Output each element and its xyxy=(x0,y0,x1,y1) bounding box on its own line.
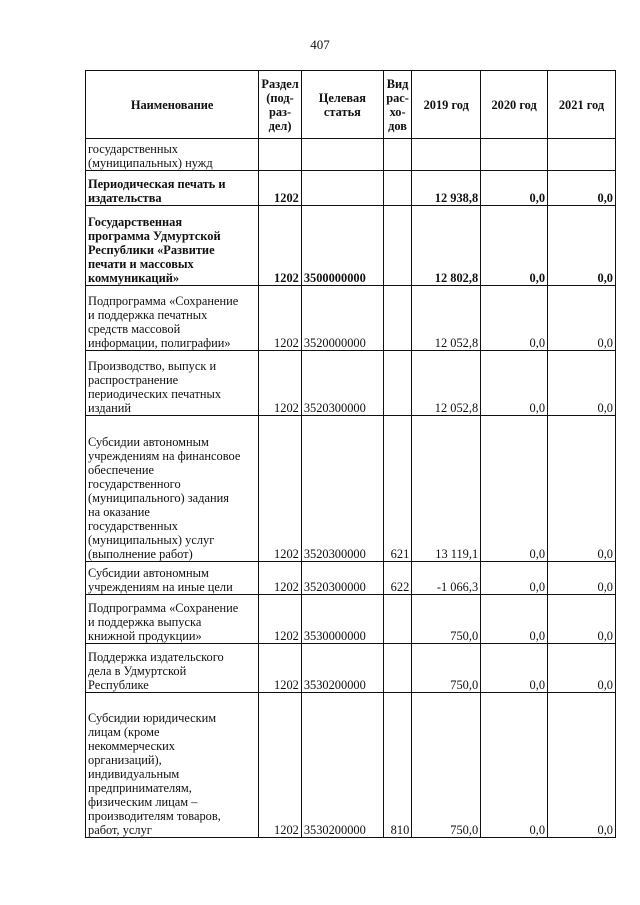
row-2019: -1 066,3 xyxy=(412,562,481,595)
row-2019: 12 938,8 xyxy=(412,171,481,206)
row-2019: 12 052,8 xyxy=(412,351,481,416)
row-statya: 3530200000 xyxy=(301,644,383,693)
row-statya: 3520300000 xyxy=(301,351,383,416)
row-razdel xyxy=(259,139,302,171)
table-row xyxy=(86,416,616,562)
header-razdel: Раздел (под- раз- дел) xyxy=(259,71,302,139)
table-row xyxy=(86,171,616,206)
row-2019: 750,0 xyxy=(412,693,481,838)
table-row xyxy=(86,286,616,351)
row-statya: 3530000000 xyxy=(301,595,383,644)
row-2021 xyxy=(548,139,616,171)
row-2020: 0,0 xyxy=(481,416,548,562)
row-2021: 0,0 xyxy=(548,693,616,838)
row-2020: 0,0 xyxy=(481,693,548,838)
table-row xyxy=(86,139,616,171)
row-vid xyxy=(383,139,411,171)
row-2021: 0,0 xyxy=(548,206,616,286)
row-statya: 3500000000 xyxy=(301,206,383,286)
row-2021: 0,0 xyxy=(548,351,616,416)
row-2021: 0,0 xyxy=(548,562,616,595)
header-2021: 2021 год xyxy=(548,71,616,139)
row-razdel: 1202 xyxy=(259,644,302,693)
table-row xyxy=(86,562,616,595)
row-name: государственных (муниципальных) нужд xyxy=(86,139,259,171)
table-row xyxy=(86,206,616,286)
header-name: Наименование xyxy=(86,71,259,139)
row-vid xyxy=(383,595,411,644)
row-vid: 810 xyxy=(383,693,411,838)
row-statya: 3520000000 xyxy=(301,286,383,351)
row-2019: 12 052,8 xyxy=(412,286,481,351)
row-name: Субсидии автономным учреждениям на финансовое обеспечение государственного (муниципального) задания на оказание государственных (муниципальных) услуг (выполнение работ) xyxy=(86,416,259,562)
row-2020: 0,0 xyxy=(481,595,548,644)
row-razdel: 1202 xyxy=(259,171,302,206)
row-name: Субсидии автономным учреждениям на иные цели xyxy=(86,562,259,595)
row-name: Производство, выпуск и распространение периодических печатных изданий xyxy=(86,351,259,416)
header-2020: 2020 год xyxy=(481,71,548,139)
row-2020: 0,0 xyxy=(481,206,548,286)
row-razdel: 1202 xyxy=(259,416,302,562)
row-razdel: 1202 xyxy=(259,693,302,838)
row-vid: 621 xyxy=(383,416,411,562)
budget-table xyxy=(85,70,616,838)
row-statya: 3520300000 xyxy=(301,562,383,595)
row-2021: 0,0 xyxy=(548,416,616,562)
row-razdel: 1202 xyxy=(259,206,302,286)
header-vid: Вид рас- хо- дов xyxy=(383,71,411,139)
table-row xyxy=(86,693,616,838)
row-2019: 750,0 xyxy=(412,595,481,644)
row-statya xyxy=(301,171,383,206)
row-2020: 0,0 xyxy=(481,562,548,595)
row-name: Поддержка издательского дела в Удмуртской Республике xyxy=(86,644,259,693)
row-vid xyxy=(383,206,411,286)
row-vid xyxy=(383,351,411,416)
page-number: 407 xyxy=(310,37,330,52)
row-2020: 0,0 xyxy=(481,171,548,206)
row-vid xyxy=(383,286,411,351)
table-row xyxy=(86,595,616,644)
row-name: Государственная программа Удмуртской Республики «Развитие печати и массовых коммуникаций» xyxy=(86,206,259,286)
table-header-row xyxy=(86,71,616,139)
row-razdel: 1202 xyxy=(259,286,302,351)
row-razdel: 1202 xyxy=(259,595,302,644)
header-statya: Целевая статья xyxy=(301,71,383,139)
row-vid xyxy=(383,171,411,206)
row-2019: 13 119,1 xyxy=(412,416,481,562)
row-2021: 0,0 xyxy=(548,286,616,351)
row-statya xyxy=(301,139,383,171)
row-2020 xyxy=(481,139,548,171)
row-vid: 622 xyxy=(383,562,411,595)
row-statya: 3530200000 xyxy=(301,693,383,838)
row-name: Субсидии юридическим лицам (кроме некоммерческих организаций), индивидуальным предпринимателям, физическим лицам – производителям товаров, работ, услуг xyxy=(86,693,259,838)
row-2021: 0,0 xyxy=(548,171,616,206)
row-2020: 0,0 xyxy=(481,286,548,351)
row-name: Периодическая печать и издательства xyxy=(86,171,259,206)
row-2019: 750,0 xyxy=(412,644,481,693)
row-2020: 0,0 xyxy=(481,351,548,416)
row-name: Подпрограмма «Сохранение и поддержка выпуска книжной продукции» xyxy=(86,595,259,644)
header-2019: 2019 год xyxy=(412,71,481,139)
row-2019 xyxy=(412,139,481,171)
row-statya: 3520300000 xyxy=(301,416,383,562)
row-2019: 12 802,8 xyxy=(412,206,481,286)
table-row xyxy=(86,644,616,693)
row-vid xyxy=(383,644,411,693)
row-2021: 0,0 xyxy=(548,644,616,693)
row-2021: 0,0 xyxy=(548,595,616,644)
row-razdel: 1202 xyxy=(259,351,302,416)
row-2020: 0,0 xyxy=(481,644,548,693)
table-row xyxy=(86,351,616,416)
row-name: Подпрограмма «Сохранение и поддержка печатных средств массовой информации, полиграфии» xyxy=(86,286,259,351)
row-razdel: 1202 xyxy=(259,562,302,595)
